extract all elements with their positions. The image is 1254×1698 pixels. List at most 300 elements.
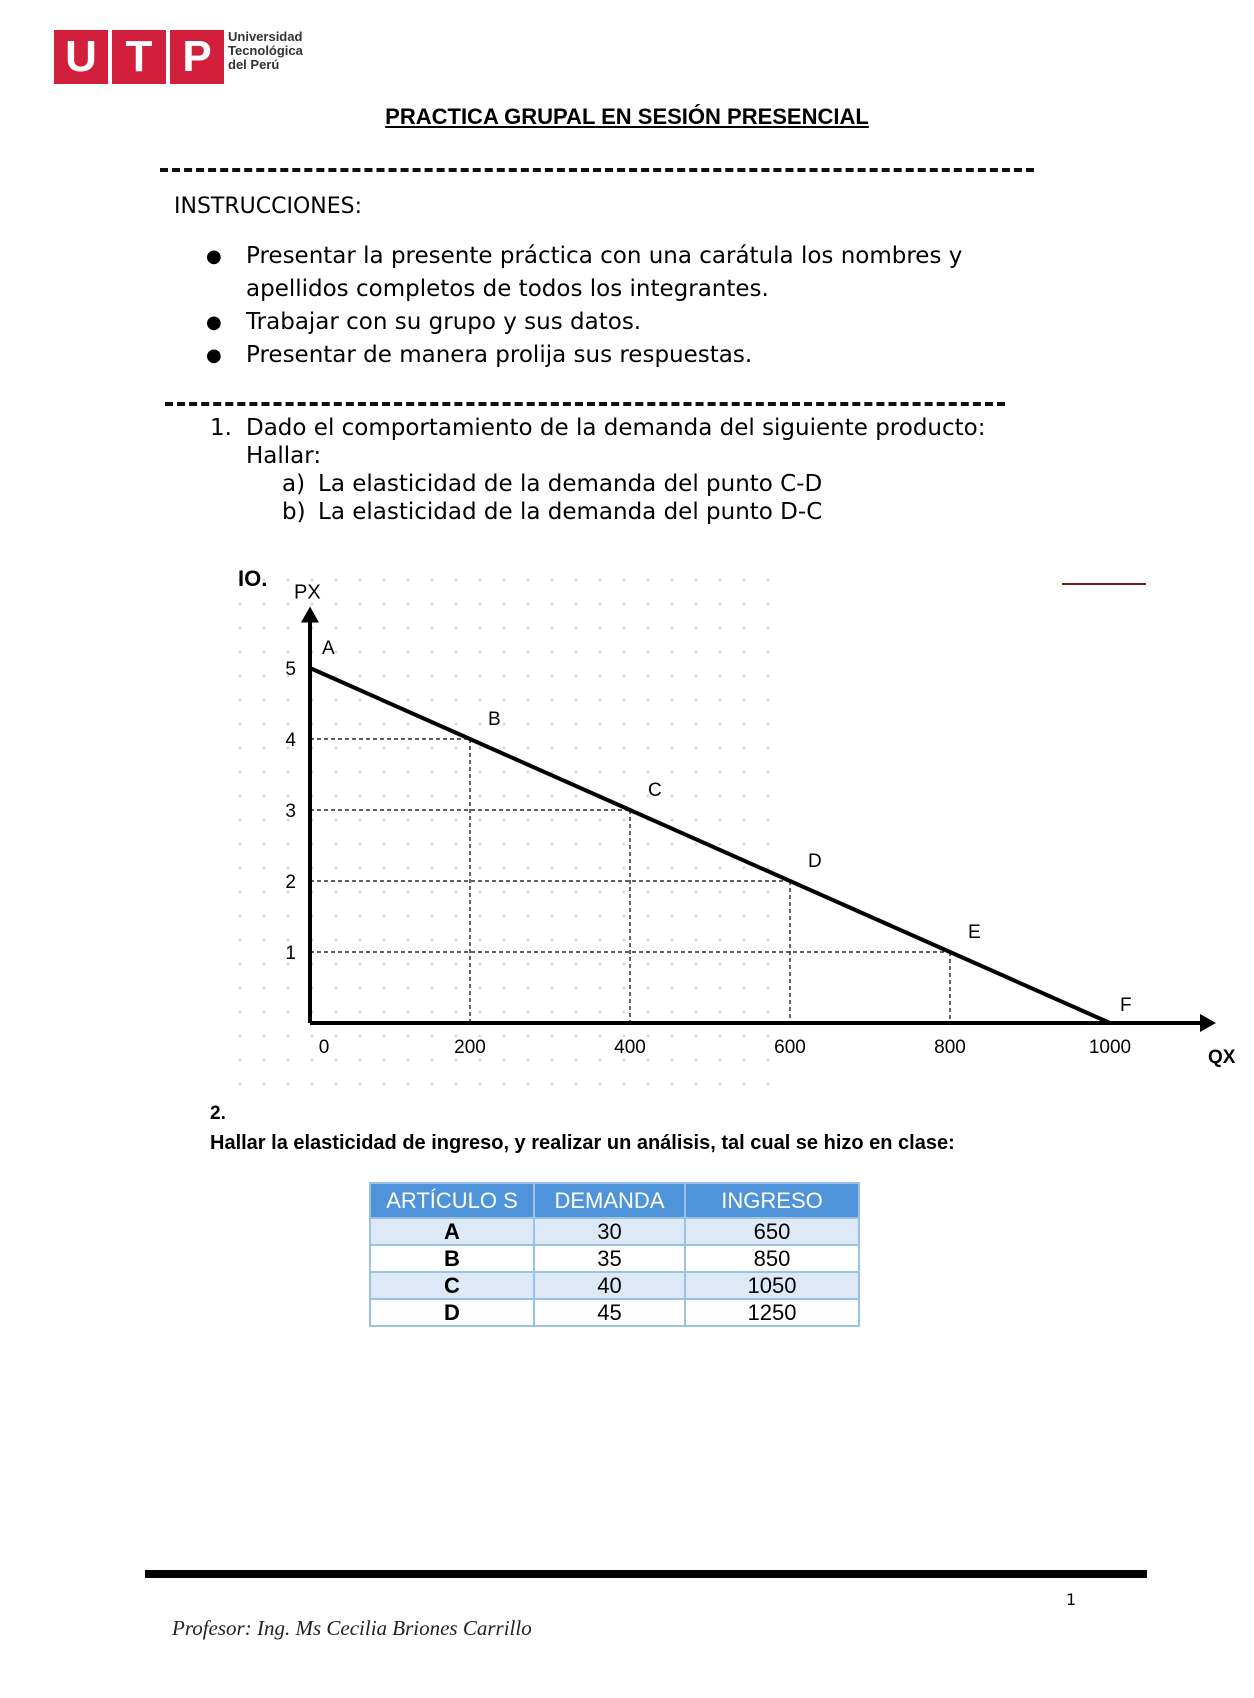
grid-dot: [647, 603, 650, 606]
table-cell: 35: [534, 1245, 685, 1272]
grid-dot: [335, 891, 338, 894]
grid-dot: [263, 867, 266, 870]
grid-dot: [647, 627, 650, 630]
grid-dot: [287, 579, 290, 582]
grid-dot: [575, 579, 578, 582]
grid-dot: [287, 795, 290, 798]
grid-dot: [671, 675, 674, 678]
question-number: 1.: [210, 415, 232, 441]
grid-dot: [407, 843, 410, 846]
grid-dot: [743, 819, 746, 822]
grid-dot: [383, 771, 386, 774]
grid-dot: [335, 987, 338, 990]
grid-dot: [407, 699, 410, 702]
grid-dot: [263, 603, 266, 606]
logo-letter-p: P: [170, 30, 224, 84]
table-cell: A: [370, 1218, 534, 1245]
grid-dot: [671, 915, 674, 918]
grid-dot: [551, 1035, 554, 1038]
point-label: C: [648, 780, 662, 801]
grid-dot: [767, 1083, 770, 1086]
grid-dot: [767, 795, 770, 798]
sub-question-text: La elasticidad de la demanda del punto D-C: [318, 499, 823, 525]
grid-dot: [455, 699, 458, 702]
grid-dot: [599, 651, 602, 654]
grid-dot: [431, 675, 434, 678]
grid-dot: [407, 1035, 410, 1038]
grid-dot: [455, 939, 458, 942]
grid-dot: [263, 819, 266, 822]
grid-dot: [671, 723, 674, 726]
grid-dot: [575, 963, 578, 966]
page-number: 1: [1066, 1590, 1077, 1609]
grid-dot: [239, 819, 242, 822]
grid-dot: [695, 891, 698, 894]
table-header-row: [370, 1183, 859, 1218]
grid-dot: [599, 675, 602, 678]
grid-dot: [479, 651, 482, 654]
grid-dot: [407, 627, 410, 630]
grid-dot: [359, 747, 362, 750]
grid-dot: [575, 675, 578, 678]
grid-dot: [695, 723, 698, 726]
grid-dot: [455, 987, 458, 990]
grid-dot: [503, 795, 506, 798]
grid-dot: [719, 1035, 722, 1038]
grid-dot: [551, 675, 554, 678]
column-header: INGRESO: [685, 1183, 859, 1218]
grid-dot: [695, 771, 698, 774]
grid-dot: [359, 1035, 362, 1038]
grid-dot: [647, 771, 650, 774]
grid-dot: [647, 891, 650, 894]
grid-dot: [767, 699, 770, 702]
grid-dot: [599, 963, 602, 966]
grid-dot: [359, 819, 362, 822]
grid-dot: [479, 987, 482, 990]
grid-dot: [383, 915, 386, 918]
grid-dot: [335, 939, 338, 942]
grid-dot: [575, 795, 578, 798]
grid-dot: [551, 819, 554, 822]
grid-dot: [671, 867, 674, 870]
grid-dot: [647, 1035, 650, 1038]
grid-dot: [623, 963, 626, 966]
y-tick-label: 4: [285, 730, 296, 751]
grid-dot: [551, 963, 554, 966]
grid-dot: [767, 675, 770, 678]
grid-dot: [263, 723, 266, 726]
grid-dot: [671, 627, 674, 630]
grid-dot: [623, 579, 626, 582]
grid-dot: [359, 963, 362, 966]
grid-dot: [695, 915, 698, 918]
grid-dot: [551, 603, 554, 606]
grid-dot: [695, 987, 698, 990]
grid-dot: [695, 651, 698, 654]
instructions-list: [206, 240, 1036, 372]
grid-dot: [383, 603, 386, 606]
grid-dot: [695, 627, 698, 630]
grid-dot: [455, 1059, 458, 1062]
y-tick-label: 5: [285, 659, 296, 680]
grid-dot: [239, 795, 242, 798]
grid-dot: [239, 843, 242, 846]
grid-dot: [767, 723, 770, 726]
grid-dot: [383, 1059, 386, 1062]
grid-dot: [575, 867, 578, 870]
grid-dot: [671, 963, 674, 966]
grid-dot: [623, 747, 626, 750]
grid-dot: [383, 1011, 386, 1014]
grid-dot: [335, 579, 338, 582]
grid-dot: [431, 603, 434, 606]
grid-dot: [455, 1011, 458, 1014]
grid-dot: [527, 867, 530, 870]
grid-dot: [575, 915, 578, 918]
grid-dot: [695, 843, 698, 846]
grid-dot: [599, 987, 602, 990]
grid-dot: [359, 699, 362, 702]
grid-dot: [359, 843, 362, 846]
grid-dot: [647, 963, 650, 966]
table-cell: B: [370, 1245, 534, 1272]
grid-dot: [719, 891, 722, 894]
grid-dot: [743, 579, 746, 582]
y-axis-arrow-icon: [301, 607, 319, 623]
grid-dot: [407, 939, 410, 942]
grid-dot: [671, 1011, 674, 1014]
grid-dot: [455, 891, 458, 894]
grid-dot: [407, 747, 410, 750]
grid-dot: [383, 891, 386, 894]
grid-dot: [479, 963, 482, 966]
grid-dot: [719, 1059, 722, 1062]
list-item-text: Presentar de manera prolija sus respuestas.: [246, 342, 753, 368]
grid-dot: [383, 747, 386, 750]
grid-dot: [335, 819, 338, 822]
grid-dot: [527, 723, 530, 726]
grid-dot: [719, 627, 722, 630]
table-cell: D: [370, 1299, 534, 1326]
grid-dot: [527, 843, 530, 846]
grid-dot: [359, 603, 362, 606]
grid-dot: [263, 651, 266, 654]
point-label: A: [322, 638, 335, 659]
sub-question-label: a): [282, 471, 306, 497]
grid-dot: [767, 915, 770, 918]
grid-dot: [287, 915, 290, 918]
table-row: [370, 1245, 859, 1272]
grid-dot: [359, 891, 362, 894]
sub-question-label: b): [282, 499, 306, 525]
grid-dot: [239, 675, 242, 678]
grid-dot: [743, 891, 746, 894]
grid-dot: [311, 1059, 314, 1062]
grid-dot: [239, 987, 242, 990]
grid-dot: [551, 939, 554, 942]
grid-dot: [599, 843, 602, 846]
grid-dot: [551, 747, 554, 750]
grid-dot: [767, 1011, 770, 1014]
grid-dot: [263, 747, 266, 750]
grid-dot: [335, 771, 338, 774]
grid-dot: [575, 1035, 578, 1038]
grid-dot: [767, 1035, 770, 1038]
table-cell: 45: [534, 1299, 685, 1326]
grid-dot: [455, 627, 458, 630]
grid-dot: [767, 651, 770, 654]
grid-dot: [575, 699, 578, 702]
grid-dot: [527, 795, 530, 798]
grid-dot: [551, 651, 554, 654]
grid-dot: [431, 987, 434, 990]
grid-dot: [263, 891, 266, 894]
grid-dot: [599, 771, 602, 774]
grid-dot: [623, 723, 626, 726]
grid-dot: [695, 603, 698, 606]
grid-dot: [743, 1035, 746, 1038]
grid-dot: [479, 795, 482, 798]
grid-dot: [359, 1083, 362, 1086]
grid-dot: [743, 867, 746, 870]
grid-dot: [623, 939, 626, 942]
grid-dot: [695, 699, 698, 702]
grid-dot: [551, 627, 554, 630]
grid-dot: [503, 915, 506, 918]
grid-dot: [671, 699, 674, 702]
grid-dot: [599, 1059, 602, 1062]
grid-dot: [287, 939, 290, 942]
grid-dot: [407, 963, 410, 966]
grid-dot: [719, 939, 722, 942]
grid-dot: [455, 795, 458, 798]
question-2-text: Hallar la elasticidad de ingreso, y realizar un análisis, tal cual se hizo en clase:: [210, 1132, 955, 1154]
grid-dot: [263, 1011, 266, 1014]
grid-dot: [623, 843, 626, 846]
grid-dot: [239, 603, 242, 606]
grid-dot: [239, 891, 242, 894]
grid-dot: [407, 603, 410, 606]
grid-dot: [695, 747, 698, 750]
grid-dot: [527, 675, 530, 678]
grid-dot: [695, 579, 698, 582]
grid-dot: [503, 699, 506, 702]
grid-dot: [335, 1035, 338, 1038]
table-cell: 30: [534, 1218, 685, 1245]
grid-dot: [359, 579, 362, 582]
grid-dot: [743, 915, 746, 918]
grid-dot: [287, 867, 290, 870]
list-item-text: Trabajar con su grupo y sus datos.: [246, 309, 642, 335]
table-cell: C: [370, 1272, 534, 1299]
grid-dot: [599, 579, 602, 582]
point-label: D: [808, 851, 822, 872]
grid-dot: [767, 819, 770, 822]
grid-dot: [551, 915, 554, 918]
grid-dot: [407, 1059, 410, 1062]
grid-dot: [407, 723, 410, 726]
utp-logo: [54, 30, 228, 84]
x-tick-label: 600: [774, 1037, 806, 1058]
grid-dot: [359, 1011, 362, 1014]
grid-dot: [335, 867, 338, 870]
grid-dot: [311, 1035, 314, 1038]
grid-dot: [503, 1035, 506, 1038]
grid-dot: [695, 939, 698, 942]
grid-dot: [743, 963, 746, 966]
grid-dot: [431, 843, 434, 846]
grid-dot: [263, 987, 266, 990]
list-item: [206, 306, 1036, 339]
grid-dot: [431, 915, 434, 918]
grid-dot: [695, 867, 698, 870]
corner-label: IO.: [238, 566, 268, 591]
grid-dot: [431, 771, 434, 774]
grid-dot: [527, 915, 530, 918]
grid-dot: [719, 1083, 722, 1086]
x-axis-label: QX: [1208, 1047, 1236, 1068]
grid-dot: [575, 651, 578, 654]
grid-dot: [383, 651, 386, 654]
grid-dot: [575, 771, 578, 774]
grid-dot: [431, 579, 434, 582]
grid-dot: [671, 819, 674, 822]
grid-dot: [383, 963, 386, 966]
grid-dot: [287, 1011, 290, 1014]
grid-dot: [599, 867, 602, 870]
grid-dot: [503, 651, 506, 654]
footer-rule: [145, 1570, 1147, 1578]
grid-dot: [599, 915, 602, 918]
grid-dot: [383, 819, 386, 822]
grid-dot: [527, 651, 530, 654]
grid-dot: [647, 723, 650, 726]
question-text: Dado el comportamiento de la demanda del siguiente producto:: [246, 415, 986, 441]
grid-dot: [239, 651, 242, 654]
grid-dot: [455, 843, 458, 846]
grid-dot: [335, 651, 338, 654]
grid-dot: [239, 915, 242, 918]
grid-dot: [431, 699, 434, 702]
grid-dot: [407, 915, 410, 918]
grid-dot: [503, 603, 506, 606]
grid-dot: [599, 747, 602, 750]
grid-dot: [359, 915, 362, 918]
grid-dot: [239, 771, 242, 774]
grid-dot: [527, 771, 530, 774]
y-tick-label: 3: [285, 801, 296, 822]
sub-question: [210, 498, 1110, 526]
grid-dot: [743, 939, 746, 942]
grid-dot: [407, 795, 410, 798]
grid-dot: [719, 915, 722, 918]
grid-dot: [359, 627, 362, 630]
grid-dot: [479, 1083, 482, 1086]
grid-dot: [455, 579, 458, 582]
grid-dot: [743, 699, 746, 702]
grid-dot: [623, 699, 626, 702]
column-header: ARTÍCULO S: [370, 1183, 534, 1218]
grid-dot: [575, 747, 578, 750]
grid-dot: [719, 819, 722, 822]
grid-dot: [359, 651, 362, 654]
grid-dot: [527, 891, 530, 894]
grid-dot: [623, 651, 626, 654]
grid-dot: [719, 771, 722, 774]
grid-dot: [263, 699, 266, 702]
grid-dot: [575, 987, 578, 990]
grid-dot: [767, 1059, 770, 1062]
grid-dot: [479, 867, 482, 870]
y-tick-label: 1: [285, 943, 296, 964]
grid-dot: [623, 1059, 626, 1062]
grid-dot: [743, 843, 746, 846]
grid-dot: [647, 579, 650, 582]
grid-dot: [383, 579, 386, 582]
grid-dot: [359, 795, 362, 798]
grid-dot: [647, 867, 650, 870]
grid-dot: [743, 627, 746, 630]
grid-dot: [383, 867, 386, 870]
grid-dot: [407, 867, 410, 870]
grid-dot: [551, 891, 554, 894]
grid-dot: [647, 987, 650, 990]
grid-dot: [719, 987, 722, 990]
logo-letter-u: U: [54, 30, 108, 84]
question-number: 2.: [210, 1103, 226, 1124]
grid-dot: [671, 1083, 674, 1086]
grid-dot: [767, 987, 770, 990]
grid-dot: [359, 939, 362, 942]
grid-dot: [719, 675, 722, 678]
grid-dot: [671, 843, 674, 846]
income-table: [369, 1182, 860, 1327]
grid-dot: [695, 1083, 698, 1086]
grid-dot: [527, 819, 530, 822]
grid-dot: [599, 723, 602, 726]
logo-text: [228, 30, 303, 72]
grid-dot: [767, 771, 770, 774]
grid-dot: [623, 891, 626, 894]
grid-dot: [671, 603, 674, 606]
grid-dot: [503, 1011, 506, 1014]
grid-dot: [695, 1059, 698, 1062]
grid-dot: [359, 723, 362, 726]
grid-dot: [335, 723, 338, 726]
grid-dot: [623, 771, 626, 774]
grid-dot: [575, 603, 578, 606]
list-item-text: Presentar la presente práctica con una carátula los nombres y apellidos completos de todos los integrantes.: [246, 243, 963, 302]
grid-dot: [623, 675, 626, 678]
y-tick-label: 2: [285, 872, 296, 893]
grid-dot: [647, 915, 650, 918]
x-axis-arrow-icon: [1200, 1014, 1216, 1032]
grid-dot: [287, 723, 290, 726]
grid-dot: [455, 603, 458, 606]
grid-dot: [287, 843, 290, 846]
grid-dot: [671, 771, 674, 774]
grid-dot: [719, 723, 722, 726]
grid-dot: [431, 651, 434, 654]
grid-dot: [455, 675, 458, 678]
grid-dot: [335, 1059, 338, 1062]
grid-dot: [623, 987, 626, 990]
grid-dot: [551, 987, 554, 990]
grid-dot: [239, 627, 242, 630]
grid-dot: [431, 1011, 434, 1014]
grid-dot: [551, 1059, 554, 1062]
